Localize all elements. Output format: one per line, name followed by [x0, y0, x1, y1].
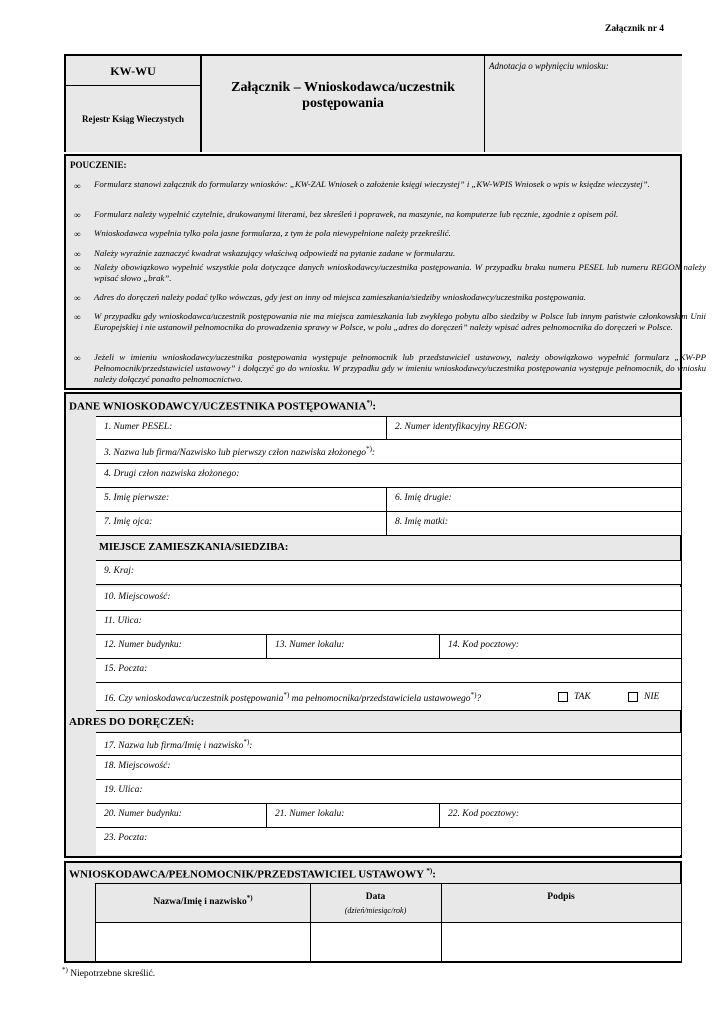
building-number-field[interactable]: 12. Numer budynku:: [104, 640, 182, 650]
delivery-city-field[interactable]: 18. Miejscowość:: [104, 761, 171, 771]
residence-heading: MIEJSCE ZAMIESZKANIA/SIEDZIBA:: [96, 537, 681, 561]
father-name-field[interactable]: 7. Imię ojca:: [104, 517, 153, 527]
delivery-building-field[interactable]: 20. Numer budynku:: [104, 809, 182, 819]
delivery-row-17: [96, 732, 681, 756]
form-title-panel: [202, 56, 485, 152]
bullet-icon: ∞: [74, 249, 81, 259]
applicant-heading: DANE WNIOSKODAWCY/UCZESTNIKA POSTĘPOWANIA*):: [69, 399, 376, 413]
instructions-heading: POUCZENIE:: [70, 160, 127, 170]
residence-row-10: [96, 587, 681, 611]
col-date-header: Data: [365, 892, 386, 902]
bullet-icon: ∞: [74, 263, 81, 273]
name-field[interactable]: 3. Nazwa lub firma/Nazwisko lub pierwszy człon nazwiska złożonego*):: [104, 445, 376, 459]
delivery-postal-code-field[interactable]: 22. Kod pocztowy:: [439, 804, 681, 827]
delivery-heading: ADRES DO DORĘCZEŃ:: [69, 716, 195, 728]
instruction-item: Należy obowiązkowo wypełnić wszystkie pola dotyczące danych wnioskodawcy/uczestnika postępowania. W przypadku braku numeru PESEL lub numeru REGON należy wpisać słowo „brak”.: [94, 262, 706, 283]
applicant-row-4: [96, 464, 681, 488]
signature-field[interactable]: [442, 923, 680, 960]
regon-field[interactable]: 2. Numer identyfikacyjny REGON:: [386, 417, 681, 439]
bullet-icon: ∞: [74, 293, 81, 303]
applicant-row-3: [96, 440, 681, 464]
delivery-row-19: [96, 780, 681, 804]
country-field[interactable]: 9. Kraj:: [104, 566, 135, 576]
bullet-icon: ∞: [74, 210, 81, 220]
instruction-item: W przypadku gdy wnioskodawca/uczestnik postępowania nie ma miejsca zamieszkania lub zwykłego pobytu albo siedziby w Polsce lub innym państwie członkowskim Unii Europejskiej i nie ustanowił pełnomocnika do prowadzenia sprawy w Polsce, w polu „adres do doręczeń” należy wpisać adres pełnomocnika do doręczeń w Polsce.: [94, 311, 706, 332]
footnote: *) Niepotrzebne skreślić.: [62, 966, 156, 980]
delivery-apartment-field[interactable]: 21. Numer lokalu:: [266, 804, 439, 827]
form-title: Załącznik – Wnioskodawca/uczestnik postępowania: [231, 80, 455, 111]
applicant-row-5: [96, 488, 681, 512]
annex-number: Załącznik nr 4: [605, 24, 664, 34]
bullet-icon: ∞: [74, 312, 81, 322]
delivery-row-18: [96, 756, 681, 780]
residence-row-9: [96, 561, 681, 585]
instructions-section: [64, 154, 706, 390]
second-name-field[interactable]: 6. Imię drugie:: [386, 488, 681, 511]
no-checkbox[interactable]: [628, 692, 638, 702]
signer-name-field[interactable]: [96, 923, 309, 960]
delivery-row-20: [96, 804, 681, 828]
instruction-item: Formularz należy wypełnić czytelnie, drukowanymi literami, bez skreśleń i poprawek, na maszynie, na komputerze lub ręcznie, zgodnie z opisem pól.: [94, 209, 619, 219]
instruction-item: Adres do doręczeń należy podać tylko wówczas, gdy jest on inny od miejsca zamieszkania/siedziby wnioskodawcy/uczestnika postępowania.: [94, 292, 586, 302]
yes-option[interactable]: TAK: [558, 692, 591, 702]
bullet-icon: ∞: [74, 181, 81, 191]
apartment-number-field[interactable]: 13. Numer lokalu:: [266, 635, 439, 658]
city-field[interactable]: 10. Miejscowość:: [104, 592, 171, 602]
form-code: KW-WU: [110, 64, 156, 78]
first-name-field[interactable]: 5. Imię pierwsze:: [104, 493, 170, 503]
delivery-post-office-field[interactable]: 23. Poczta:: [104, 833, 148, 843]
residence-row-16: [96, 683, 681, 711]
yes-checkbox[interactable]: [558, 692, 568, 702]
form-code-panel: [66, 56, 202, 152]
post-office-field[interactable]: 15. Poczta:: [104, 664, 148, 674]
col-name-header: Nazwa/Imię i nazwisko*): [153, 894, 253, 908]
second-surname-field[interactable]: 4. Drugi człon nazwiska złożonego:: [104, 469, 240, 479]
delivery-street-field[interactable]: 19. Ulica:: [104, 785, 143, 795]
bullet-icon: ∞: [74, 353, 81, 363]
instruction-item: Wnioskodawca wypełnia tylko pola jasne formularza, z tym że pola niewypełnione należy przekreślić.: [94, 228, 451, 238]
delivery-row-23: [96, 828, 681, 855]
annotation-field[interactable]: [485, 56, 682, 152]
residence-row-12: [96, 635, 681, 659]
col-date-subheader: (dzień/miesiąc/rok): [344, 906, 407, 915]
representative-question: 16. Czy wnioskodawca/uczestnik postępowania*) ma pełnomocnika/przedstawiciela ustawowego*)?: [104, 691, 482, 705]
bullet-icon: ∞: [74, 229, 81, 239]
no-option[interactable]: NIE: [628, 692, 659, 702]
delivery-name-field[interactable]: 17. Nazwa lub firma/Imię i nazwisko*):: [104, 738, 253, 752]
pesel-field[interactable]: 1. Numer PESEL:: [104, 422, 173, 432]
applicant-row-7: [96, 512, 681, 536]
registry-label: Rejestr Ksiąg Wieczystych: [82, 114, 184, 124]
residence-row-15: [96, 659, 681, 683]
col-signature-header: Podpis: [547, 892, 575, 902]
instruction-item: Należy wyraźnie zaznaczyć kwadrat wskazujący właściwą odpowiedź na pytanie zadane w formularzu.: [94, 248, 456, 258]
mother-name-field[interactable]: 8. Imię matki:: [386, 512, 681, 535]
instruction-item: Formularz stanowi załącznik do formularzy wniosków: „KW-ZAL Wniosek o założenie księgi wieczystej” i „KW-WPIS Wniosek o wpis w księdze wieczystej”.: [94, 179, 650, 189]
street-field[interactable]: 11. Ulica:: [104, 616, 142, 626]
form-header: [64, 54, 682, 152]
postal-code-field[interactable]: 14. Kod pocztowy:: [439, 635, 681, 658]
residence-row-11: [96, 611, 681, 635]
applicant-row-1: [96, 416, 681, 440]
signature-table: [95, 883, 681, 961]
instruction-item: Jeżeli w imieniu wnioskodawcy/uczestnika postępowania występuje pełnomocnik lub przedstawiciel ustawowy, należy obowiązkowo wypełnić formularz „KW-PP Pełnomocnik/przedstawiciel ustawowy” i dołączyć go do wniosku. W przypadku gdy w imieniu wnioskodawcy/uczestnika postępowania występuje pełnomocnik, do wniosku należy dołączyć ponadto pełnomocnictwo.: [94, 352, 706, 384]
sign-date-field[interactable]: [311, 923, 440, 960]
signature-heading: WNIOSKODAWCA/PEŁNOMOCNIK/PRZEDSTAWICIEL USTAWOWY *):: [69, 867, 436, 881]
annotation-label: Adnotacja o wpłynięciu wniosku:: [489, 61, 609, 71]
